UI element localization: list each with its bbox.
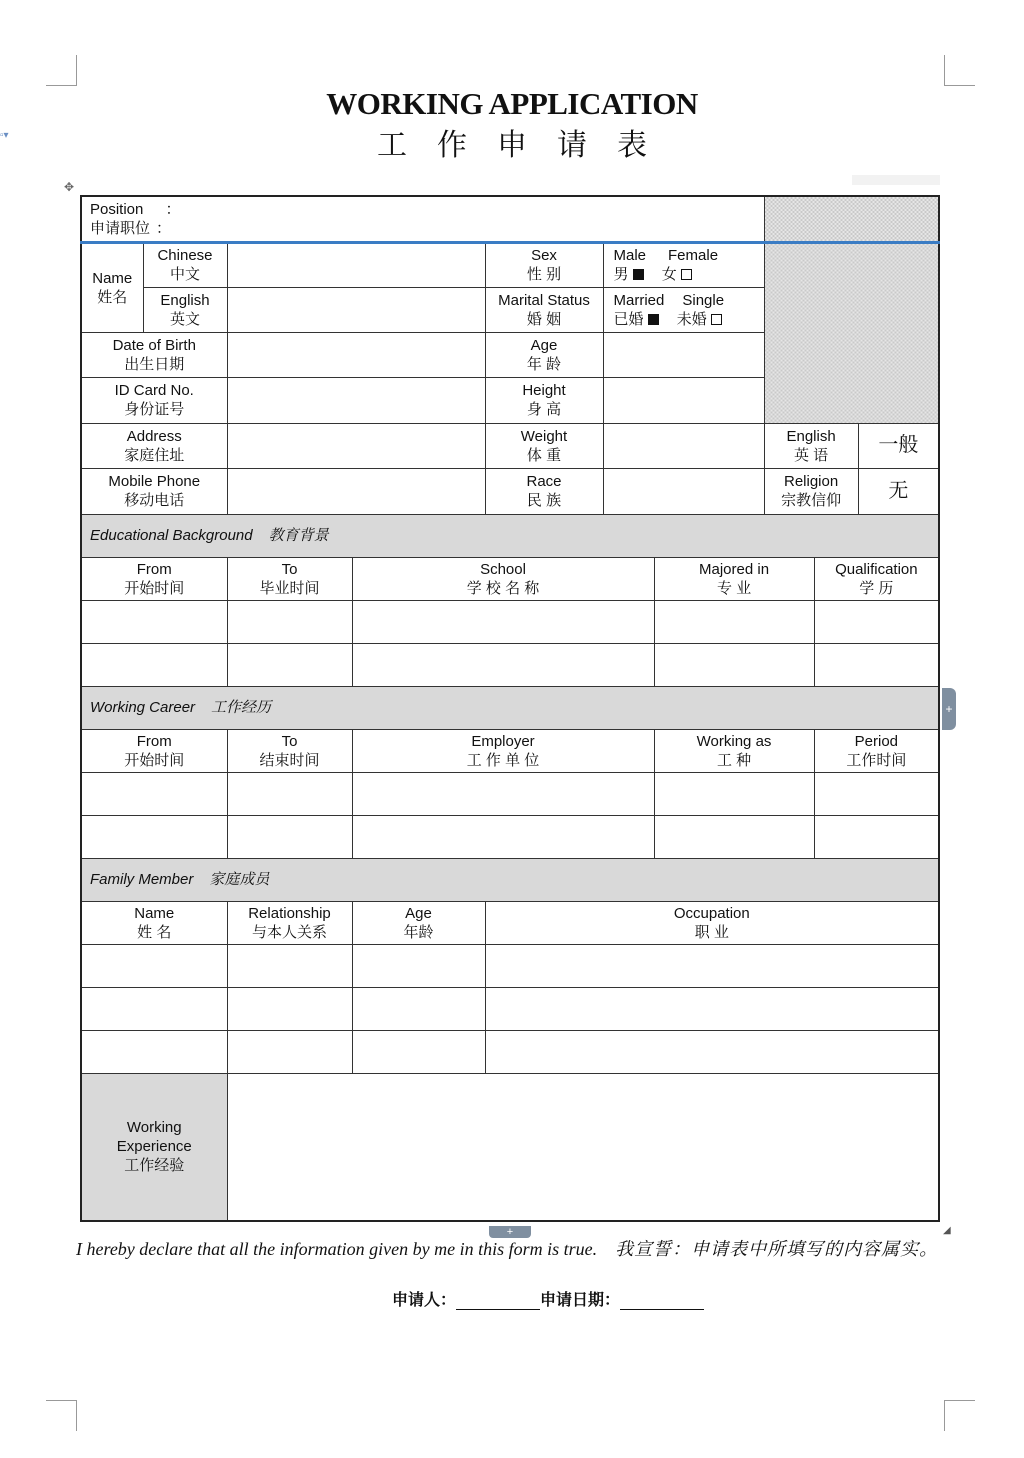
- height-input[interactable]: [603, 377, 764, 423]
- table-row: [81, 1030, 939, 1073]
- english-level-value[interactable]: 一般: [858, 423, 939, 468]
- table-cell[interactable]: [227, 944, 352, 987]
- table-cell[interactable]: [654, 772, 814, 815]
- career-section-header: Working Career 工作经历: [81, 686, 939, 729]
- table-cell[interactable]: [81, 1030, 227, 1073]
- mobile-phone-input[interactable]: [227, 468, 485, 514]
- declaration: [76, 1235, 938, 1261]
- family-section-header: Family Member 家庭成员: [81, 858, 939, 901]
- table-cell[interactable]: [352, 600, 654, 643]
- id-card-label: ID Card No. 身份证号: [81, 377, 227, 423]
- table-cell[interactable]: [81, 987, 227, 1030]
- table-cell[interactable]: [352, 944, 485, 987]
- age-label: Age 年 龄: [485, 332, 603, 377]
- family-col-relationship: Relationship 与本人关系: [227, 901, 352, 944]
- english-level-label: English 英 语: [764, 423, 858, 468]
- weight-label: Weight 体 重: [485, 423, 603, 468]
- education-section-header: Educational Background 教育背景: [81, 514, 939, 557]
- table-row: [81, 944, 939, 987]
- career-col-working-as: Working as 工 种: [654, 729, 814, 772]
- signature-line: [392, 1287, 704, 1310]
- working-experience-label: Working Experience 工作经验: [81, 1073, 227, 1221]
- family-col-occupation: Occupation 职 业: [485, 901, 939, 944]
- title-english: WORKING APPLICATION: [326, 86, 698, 121]
- edu-col-major: Majored in 专 业: [654, 557, 814, 600]
- sex-options: Male Female 男 女: [603, 242, 764, 287]
- name-label: Name 姓名: [81, 242, 143, 332]
- religion-label: Religion 宗教信仰: [764, 468, 858, 514]
- edu-col-to: To 毕业时间: [227, 557, 352, 600]
- chinese-name-label: Chinese 中文: [143, 242, 227, 287]
- career-col-employer: Employer 工 作 单 位: [352, 729, 654, 772]
- table-cell[interactable]: [485, 944, 939, 987]
- race-label: Race 民 族: [485, 468, 603, 514]
- declaration-cn: 我宣誓：申请表中所填写的内容属实。: [615, 1239, 939, 1260]
- table-row: [81, 815, 939, 858]
- margin-marker-icon: ▫▾: [0, 130, 9, 141]
- table-row: [81, 600, 939, 643]
- working-experience-input[interactable]: [227, 1073, 939, 1221]
- table-cell[interactable]: [227, 600, 352, 643]
- date-blank[interactable]: [620, 1291, 704, 1310]
- table-cell[interactable]: [352, 643, 654, 686]
- table-cell[interactable]: [227, 1030, 352, 1073]
- table-cell[interactable]: [654, 600, 814, 643]
- photo-placeholder[interactable]: [764, 242, 939, 423]
- table-cell[interactable]: [814, 772, 939, 815]
- table-cell[interactable]: [485, 987, 939, 1030]
- family-col-age: Age 年龄: [352, 901, 485, 944]
- address-label: Address 家庭住址: [81, 423, 227, 468]
- height-label: Height 身 高: [485, 377, 603, 423]
- dob-label: Date of Birth 出生日期: [81, 332, 227, 377]
- page-corner-mark: [46, 55, 77, 86]
- page-corner-mark: [944, 55, 975, 86]
- career-col-to: To 结束时间: [227, 729, 352, 772]
- position-label-en: Position: [90, 200, 144, 218]
- application-form-table: [80, 195, 940, 1222]
- table-cell[interactable]: [485, 1030, 939, 1073]
- table-row: [81, 772, 939, 815]
- table-cell[interactable]: [352, 772, 654, 815]
- table-cell[interactable]: [81, 815, 227, 858]
- sex-label: Sex 性 别: [485, 242, 603, 287]
- table-cell[interactable]: [227, 987, 352, 1030]
- table-row: [81, 987, 939, 1030]
- table-resize-icon[interactable]: ◢: [943, 1225, 951, 1236]
- page-corner-mark: [944, 1400, 975, 1431]
- english-name-input[interactable]: [227, 287, 485, 332]
- table-cell[interactable]: [352, 1030, 485, 1073]
- table-cell[interactable]: [814, 643, 939, 686]
- table-cell[interactable]: [654, 815, 814, 858]
- table-cell[interactable]: [814, 600, 939, 643]
- add-row-icon[interactable]: +: [942, 688, 956, 730]
- table-cell[interactable]: [654, 643, 814, 686]
- table-cell[interactable]: [352, 987, 485, 1030]
- single-checkbox[interactable]: [711, 314, 722, 325]
- weight-input[interactable]: [603, 423, 764, 468]
- edu-col-from: From 开始时间: [81, 557, 227, 600]
- female-checkbox[interactable]: [681, 269, 692, 280]
- table-cell[interactable]: [81, 944, 227, 987]
- position-label-cn: 申请职位: [90, 219, 151, 237]
- table-row: [81, 643, 939, 686]
- family-col-name: Name 姓 名: [81, 901, 227, 944]
- table-cell[interactable]: [81, 643, 227, 686]
- career-col-period: Period 工作时间: [814, 729, 939, 772]
- id-card-input[interactable]: [227, 377, 485, 423]
- age-input[interactable]: [603, 332, 764, 377]
- page-corner-mark: [46, 1400, 77, 1431]
- race-input[interactable]: [603, 468, 764, 514]
- table-cell[interactable]: [227, 643, 352, 686]
- marital-options: Married Single 已婚 未婚: [603, 287, 764, 332]
- add-column-icon[interactable]: +: [489, 1226, 531, 1238]
- declaration-en: I hereby declare that all the information given by me in this form is true.: [76, 1239, 598, 1259]
- table-cell[interactable]: [227, 815, 352, 858]
- applicant-blank[interactable]: [456, 1291, 540, 1310]
- table-cell[interactable]: [227, 772, 352, 815]
- edu-col-school: School 学 校 名 称: [352, 557, 654, 600]
- address-input[interactable]: [227, 423, 485, 468]
- edu-col-qualification: Qualification 学 历: [814, 557, 939, 600]
- date-label: 申请日期：: [540, 1290, 621, 1309]
- table-cell[interactable]: [814, 815, 939, 858]
- header-shade: [852, 175, 940, 185]
- table-cell[interactable]: [81, 772, 227, 815]
- marital-status-label: Marital Status 婚 姻: [485, 287, 603, 332]
- married-checkbox[interactable]: [648, 314, 659, 325]
- mobile-phone-label: Mobile Phone 移动电话: [81, 468, 227, 514]
- dob-input[interactable]: [227, 332, 485, 377]
- table-cell[interactable]: [352, 815, 654, 858]
- table-cell[interactable]: [81, 600, 227, 643]
- religion-value[interactable]: 无: [858, 468, 939, 514]
- position-field[interactable]: Position ： 申请职位 ：: [81, 196, 764, 242]
- male-checkbox[interactable]: [633, 269, 644, 280]
- chinese-name-input[interactable]: [227, 242, 485, 287]
- english-name-label: English 英文: [143, 287, 227, 332]
- title-chinese: 工作申请表: [377, 128, 677, 163]
- table-move-handle-icon[interactable]: ✥: [64, 180, 75, 194]
- photo-area[interactable]: [764, 196, 939, 242]
- career-col-from: From 开始时间: [81, 729, 227, 772]
- applicant-label: 申请人：: [392, 1290, 457, 1309]
